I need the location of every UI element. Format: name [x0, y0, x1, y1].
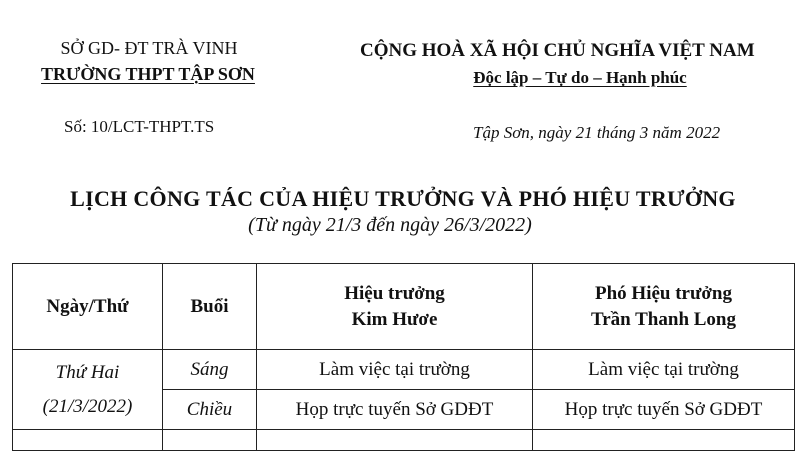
national-motto [430, 68, 730, 88]
empty-cell [533, 430, 795, 451]
header-principal-role: Hiệu trưởng [344, 282, 445, 304]
vice-task-cell: Làm việc tại trường [533, 350, 795, 390]
header-session: Buổi [163, 264, 257, 350]
header-principal [257, 264, 533, 350]
header-vice-role: Phó Hiệu trưởng [595, 282, 732, 304]
header-vice-name: Trần Thanh Long [590, 308, 737, 330]
document-subtitle: (Từ ngày 21/3 đến ngày 26/3/2022) [248, 214, 532, 236]
session-cell: Sáng [163, 350, 257, 390]
document-number: Số: 10/LCT-THPT.TS [64, 117, 215, 136]
principal-task-cell: Họp trực tuyến Sở GDĐT [257, 390, 533, 430]
schedule-table [12, 263, 795, 451]
nation-name: CỘNG HOÀ XÃ HỘI CHỦ NGHĨA VIỆT NAM [360, 40, 755, 61]
session-cell: Chiều [163, 390, 257, 430]
header-vice-principal [533, 264, 795, 350]
empty-cell [163, 430, 257, 451]
empty-cell [13, 430, 163, 451]
header-day: Ngày/Thứ [13, 264, 163, 350]
national-motto-text: Độc lập – Tự do – Hạnh phúc [473, 68, 687, 87]
day-date: (21/3/2022) [42, 395, 133, 417]
empty-cell [257, 430, 533, 451]
vice-task-cell: Họp trực tuyến Sở GDĐT [533, 390, 795, 430]
table-row-cut-off [13, 430, 795, 451]
department-name: SỞ GD- ĐT TRÀ VINH [60, 38, 238, 58]
day-cell [13, 350, 163, 430]
table-header-row [13, 264, 795, 350]
header-principal-name: Kim Hươe [351, 308, 438, 330]
day-name: Thứ Hai [55, 361, 120, 383]
place-date: Tập Sơn, ngày 21 tháng 3 năm 2022 [473, 123, 721, 142]
table-row [13, 350, 795, 390]
document-title: LỊCH CÔNG TÁC CỦA HIỆU TRƯỞNG VÀ PHÓ HIỆU TRƯỞNG [70, 186, 736, 211]
school-name [26, 64, 270, 85]
school-name-text: TRƯỜNG THPT TẬP SƠN [41, 64, 255, 84]
principal-task-cell: Làm việc tại trường [257, 350, 533, 390]
